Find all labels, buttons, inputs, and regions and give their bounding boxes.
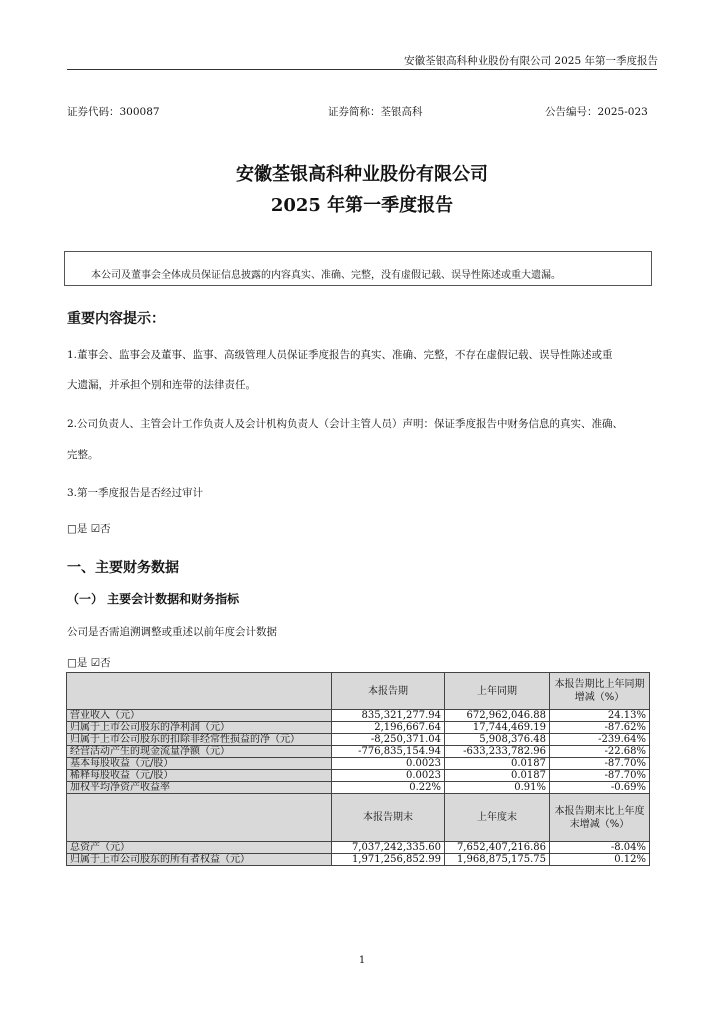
item1-line2: 大遗漏，并承担个别和连带的法律责任。 <box>67 379 256 391</box>
cell-current: -776,835,154.94 <box>332 746 445 758</box>
restatement-question: 公司是否需追溯调整或重述以前年度会计数据 <box>67 626 277 638</box>
cell-change: -239.64% <box>550 734 650 746</box>
cell-prior: 5,908,376.48 <box>445 734 550 746</box>
cell-prior: 17,744,469.19 <box>445 722 550 734</box>
row-label: 稀释每股收益（元/股） <box>67 770 332 782</box>
cell-current: 7,037,242,335.60 <box>332 842 445 854</box>
header-cell <box>67 673 332 710</box>
cell-current: 1,971,256,852.99 <box>332 854 445 866</box>
announcement-number: 公告编号：2025-023 <box>545 106 648 118</box>
cell-current: -8,250,371.04 <box>332 734 445 746</box>
stock-short-name: 证券简称：荃银高科 <box>328 106 423 118</box>
cell-current: 0.22% <box>332 782 445 794</box>
cell-change: -87.70% <box>550 770 650 782</box>
table-row <box>67 842 650 854</box>
item3-answer: □是 ☑否 <box>67 523 111 535</box>
cell-prior: 7,652,407,216.86 <box>445 842 550 854</box>
cell-current: 0.0023 <box>332 758 445 770</box>
cell-change: -22.68% <box>550 746 650 758</box>
table-row <box>67 710 650 722</box>
table-row <box>67 734 650 746</box>
cell-prior: 1,968,875,175.75 <box>445 854 550 866</box>
cell-prior: 0.0187 <box>445 770 550 782</box>
cell-change: 24.13% <box>550 710 650 722</box>
important-heading: 重要内容提示： <box>67 311 165 327</box>
table-row <box>67 854 650 866</box>
page-number: 1 <box>358 955 366 966</box>
company-title: 安徽荃银高科种业股份有限公司 <box>236 164 488 185</box>
header-cell: 本报告期末比上年度末增减（%） <box>550 794 650 842</box>
item1-line1: 1.董事会、监事会及董事、监事、高级管理人员保证季度报告的真实、准确、完整，不存在虚假记载、误导性陈述或重 <box>67 349 613 361</box>
cell-prior: 672,962,046.88 <box>445 710 550 722</box>
row-label: 归属于上市公司股东的扣除非经常性损益的净（元） <box>67 734 332 746</box>
cell-change: -8.04% <box>550 842 650 854</box>
table-row <box>67 770 650 782</box>
table-row <box>67 758 650 770</box>
cell-change: 0.12% <box>550 854 650 866</box>
item3-question: 3.第一季度报告是否经过审计 <box>67 487 204 499</box>
section1-heading: 一、主要财务数据 <box>67 560 179 576</box>
row-label: 经营活动产生的现金流量净额（元） <box>67 746 332 758</box>
item2-line1: 2.公司负责人、主管会计工作负责人及会计机构负责人（会计主管人员）声明：保证季度报告中财务信息的真实、准确、 <box>67 418 624 430</box>
header-cell: 本报告期比上年同期增减（%） <box>550 673 650 710</box>
item2-line2: 完整。 <box>67 449 99 461</box>
row-label: 归属于上市公司股东的净利润（元） <box>67 722 332 734</box>
financial-table <box>66 672 650 866</box>
row-label: 归属于上市公司股东的所有者权益（元） <box>67 854 332 866</box>
cell-prior: 0.91% <box>445 782 550 794</box>
cell-current: 2,196,667.64 <box>332 722 445 734</box>
row-label: 加权平均净资产收益率 <box>67 782 332 794</box>
cell-change: -87.70% <box>550 758 650 770</box>
header-cell: 上年同期 <box>445 673 550 710</box>
row-label: 营业收入（元） <box>67 710 332 722</box>
header-cell: 本报告期 <box>332 673 445 710</box>
cell-change: -0.69% <box>550 782 650 794</box>
stock-code: 证券代码：300087 <box>67 106 160 118</box>
header-cell: 本报告期末 <box>332 794 445 842</box>
header-cell <box>67 794 332 842</box>
header-cell: 上年度末 <box>445 794 550 842</box>
table-header-row <box>67 673 650 710</box>
notice-text: 本公司及董事会全体成员保证信息披露的内容真实、准确、完整，没有虚假记载、误导性陈述或重大遗漏。 <box>91 270 561 281</box>
cell-current: 835,321,277.94 <box>332 710 445 722</box>
cell-prior: -633,233,782.96 <box>445 746 550 758</box>
table-row <box>67 746 650 758</box>
row-label: 基本每股收益（元/股） <box>67 758 332 770</box>
table-row <box>67 782 650 794</box>
report-title: 2025 年第一季度报告 <box>270 195 454 216</box>
running-header: 安徽荃银高科种业股份有限公司 2025 年第一季度报告 <box>404 55 658 67</box>
cell-change: -87.62% <box>550 722 650 734</box>
cell-prior: 0.0187 <box>445 758 550 770</box>
header-divider <box>67 69 657 70</box>
restatement-answer: □是 ☑否 <box>67 657 111 669</box>
row-label: 总资产（元） <box>67 842 332 854</box>
cell-current: 0.0023 <box>332 770 445 782</box>
section1-sub-heading: （一） 主要会计数据和财务指标 <box>67 592 240 606</box>
table-row <box>67 722 650 734</box>
table-header-row <box>67 794 650 842</box>
